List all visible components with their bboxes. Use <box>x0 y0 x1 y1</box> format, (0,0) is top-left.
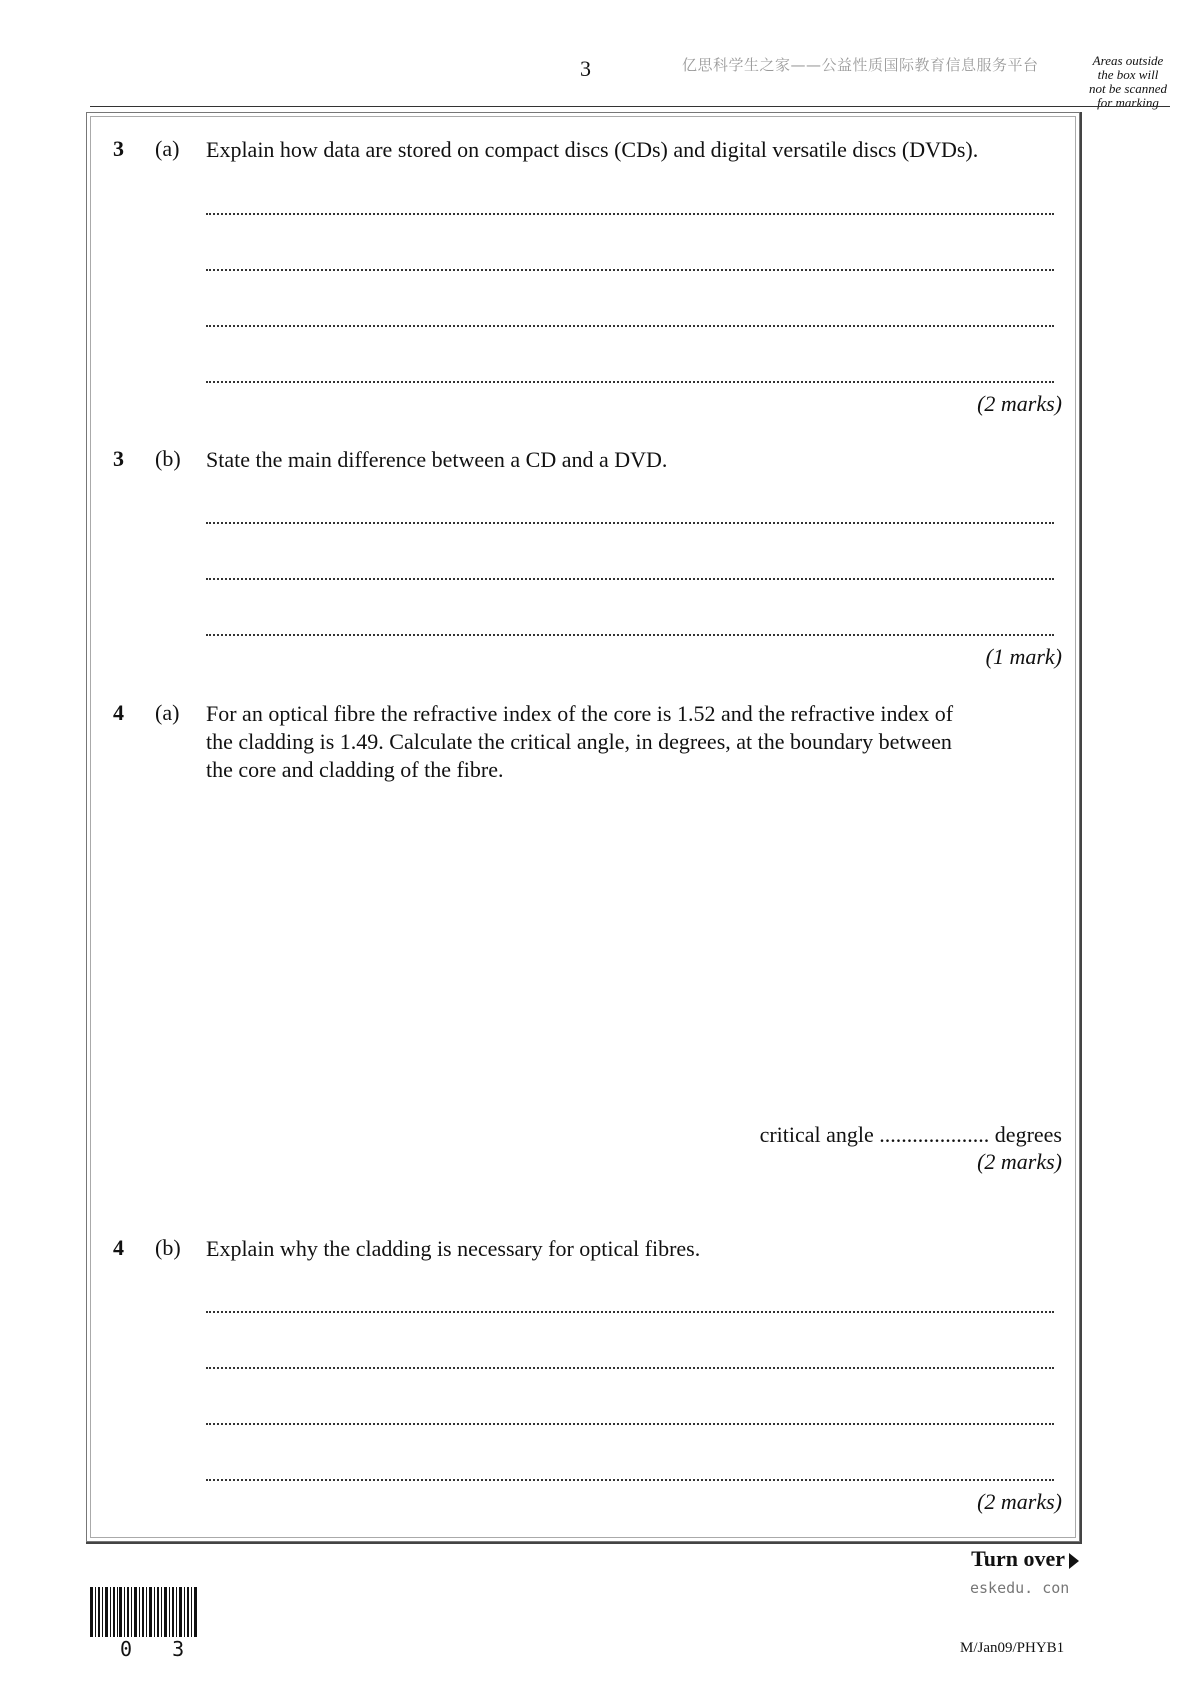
marks-label: (2 marks) <box>977 1149 1062 1174</box>
answer-box-inner <box>90 116 1076 1538</box>
margin-note-line: Areas outside <box>1092 53 1164 68</box>
paper-code: M/Jan09/PHYB1 <box>960 1640 1065 1656</box>
page-number: 3 <box>580 56 591 81</box>
turn-over-label: Turn over <box>971 1546 1065 1571</box>
margin-note-line: for marking <box>1097 95 1159 110</box>
question-number: 4 <box>113 1235 124 1260</box>
answer-line[interactable] <box>206 1479 1054 1481</box>
answer-box-edge <box>86 1542 1082 1544</box>
question-text-line: For an optical fibre the refractive index of the core is 1.52 and the refractive index of <box>206 701 954 726</box>
barcode-icon <box>90 1587 200 1637</box>
site-watermark: eskedu. con <box>970 1579 1070 1597</box>
question-part: (a) <box>155 700 180 725</box>
question-part: (b) <box>155 1235 181 1260</box>
arrow-right-icon <box>1069 1553 1079 1569</box>
question-number: 4 <box>113 700 124 725</box>
marks-label: (2 marks) <box>977 1489 1062 1514</box>
header-rule <box>90 106 1170 107</box>
question-text: Explain why the cladding is necessary for optical fibres. <box>206 1236 701 1261</box>
question-number: 3 <box>113 136 124 161</box>
question-text-line: the cladding is 1.49. Calculate the critical angle, in degrees, at the boundary between <box>206 729 952 754</box>
answer-box-edge <box>1080 112 1082 1544</box>
answer-line[interactable] <box>206 634 1054 636</box>
barcode-digits: 0 3 <box>120 1637 199 1661</box>
marks-label: (1 mark) <box>985 644 1062 669</box>
question-text: Explain how data are stored on compact discs (CDs) and digital versatile discs (DVDs). <box>206 137 979 162</box>
answer-line[interactable] <box>206 1311 1054 1313</box>
answer-line[interactable] <box>206 381 1054 383</box>
answer-line[interactable] <box>206 578 1054 580</box>
answer-line[interactable] <box>206 1367 1054 1369</box>
answer-line[interactable] <box>206 1423 1054 1425</box>
question-text-line: the core and cladding of the fibre. <box>206 757 504 782</box>
margin-note-line: the box will <box>1097 67 1159 82</box>
question-text: State the main difference between a CD and a DVD. <box>206 447 668 472</box>
answer-line[interactable] <box>206 325 1054 327</box>
question-number: 3 <box>113 446 124 471</box>
marks-label: (2 marks) <box>977 391 1062 416</box>
critical-angle-answer[interactable]: critical angle .................... degrees <box>759 1122 1062 1147</box>
answer-line[interactable] <box>206 269 1054 271</box>
margin-note-line: not be scanned <box>1089 81 1167 96</box>
question-text <box>206 700 1072 784</box>
question-part: (a) <box>155 136 180 161</box>
answer-line[interactable] <box>206 213 1054 215</box>
question-part: (b) <box>155 446 181 471</box>
answer-line[interactable] <box>206 522 1054 524</box>
site-banner: 亿思科学生之家——公益性质国际教育信息服务平台 <box>682 56 1039 74</box>
margin-note <box>1080 54 1176 110</box>
